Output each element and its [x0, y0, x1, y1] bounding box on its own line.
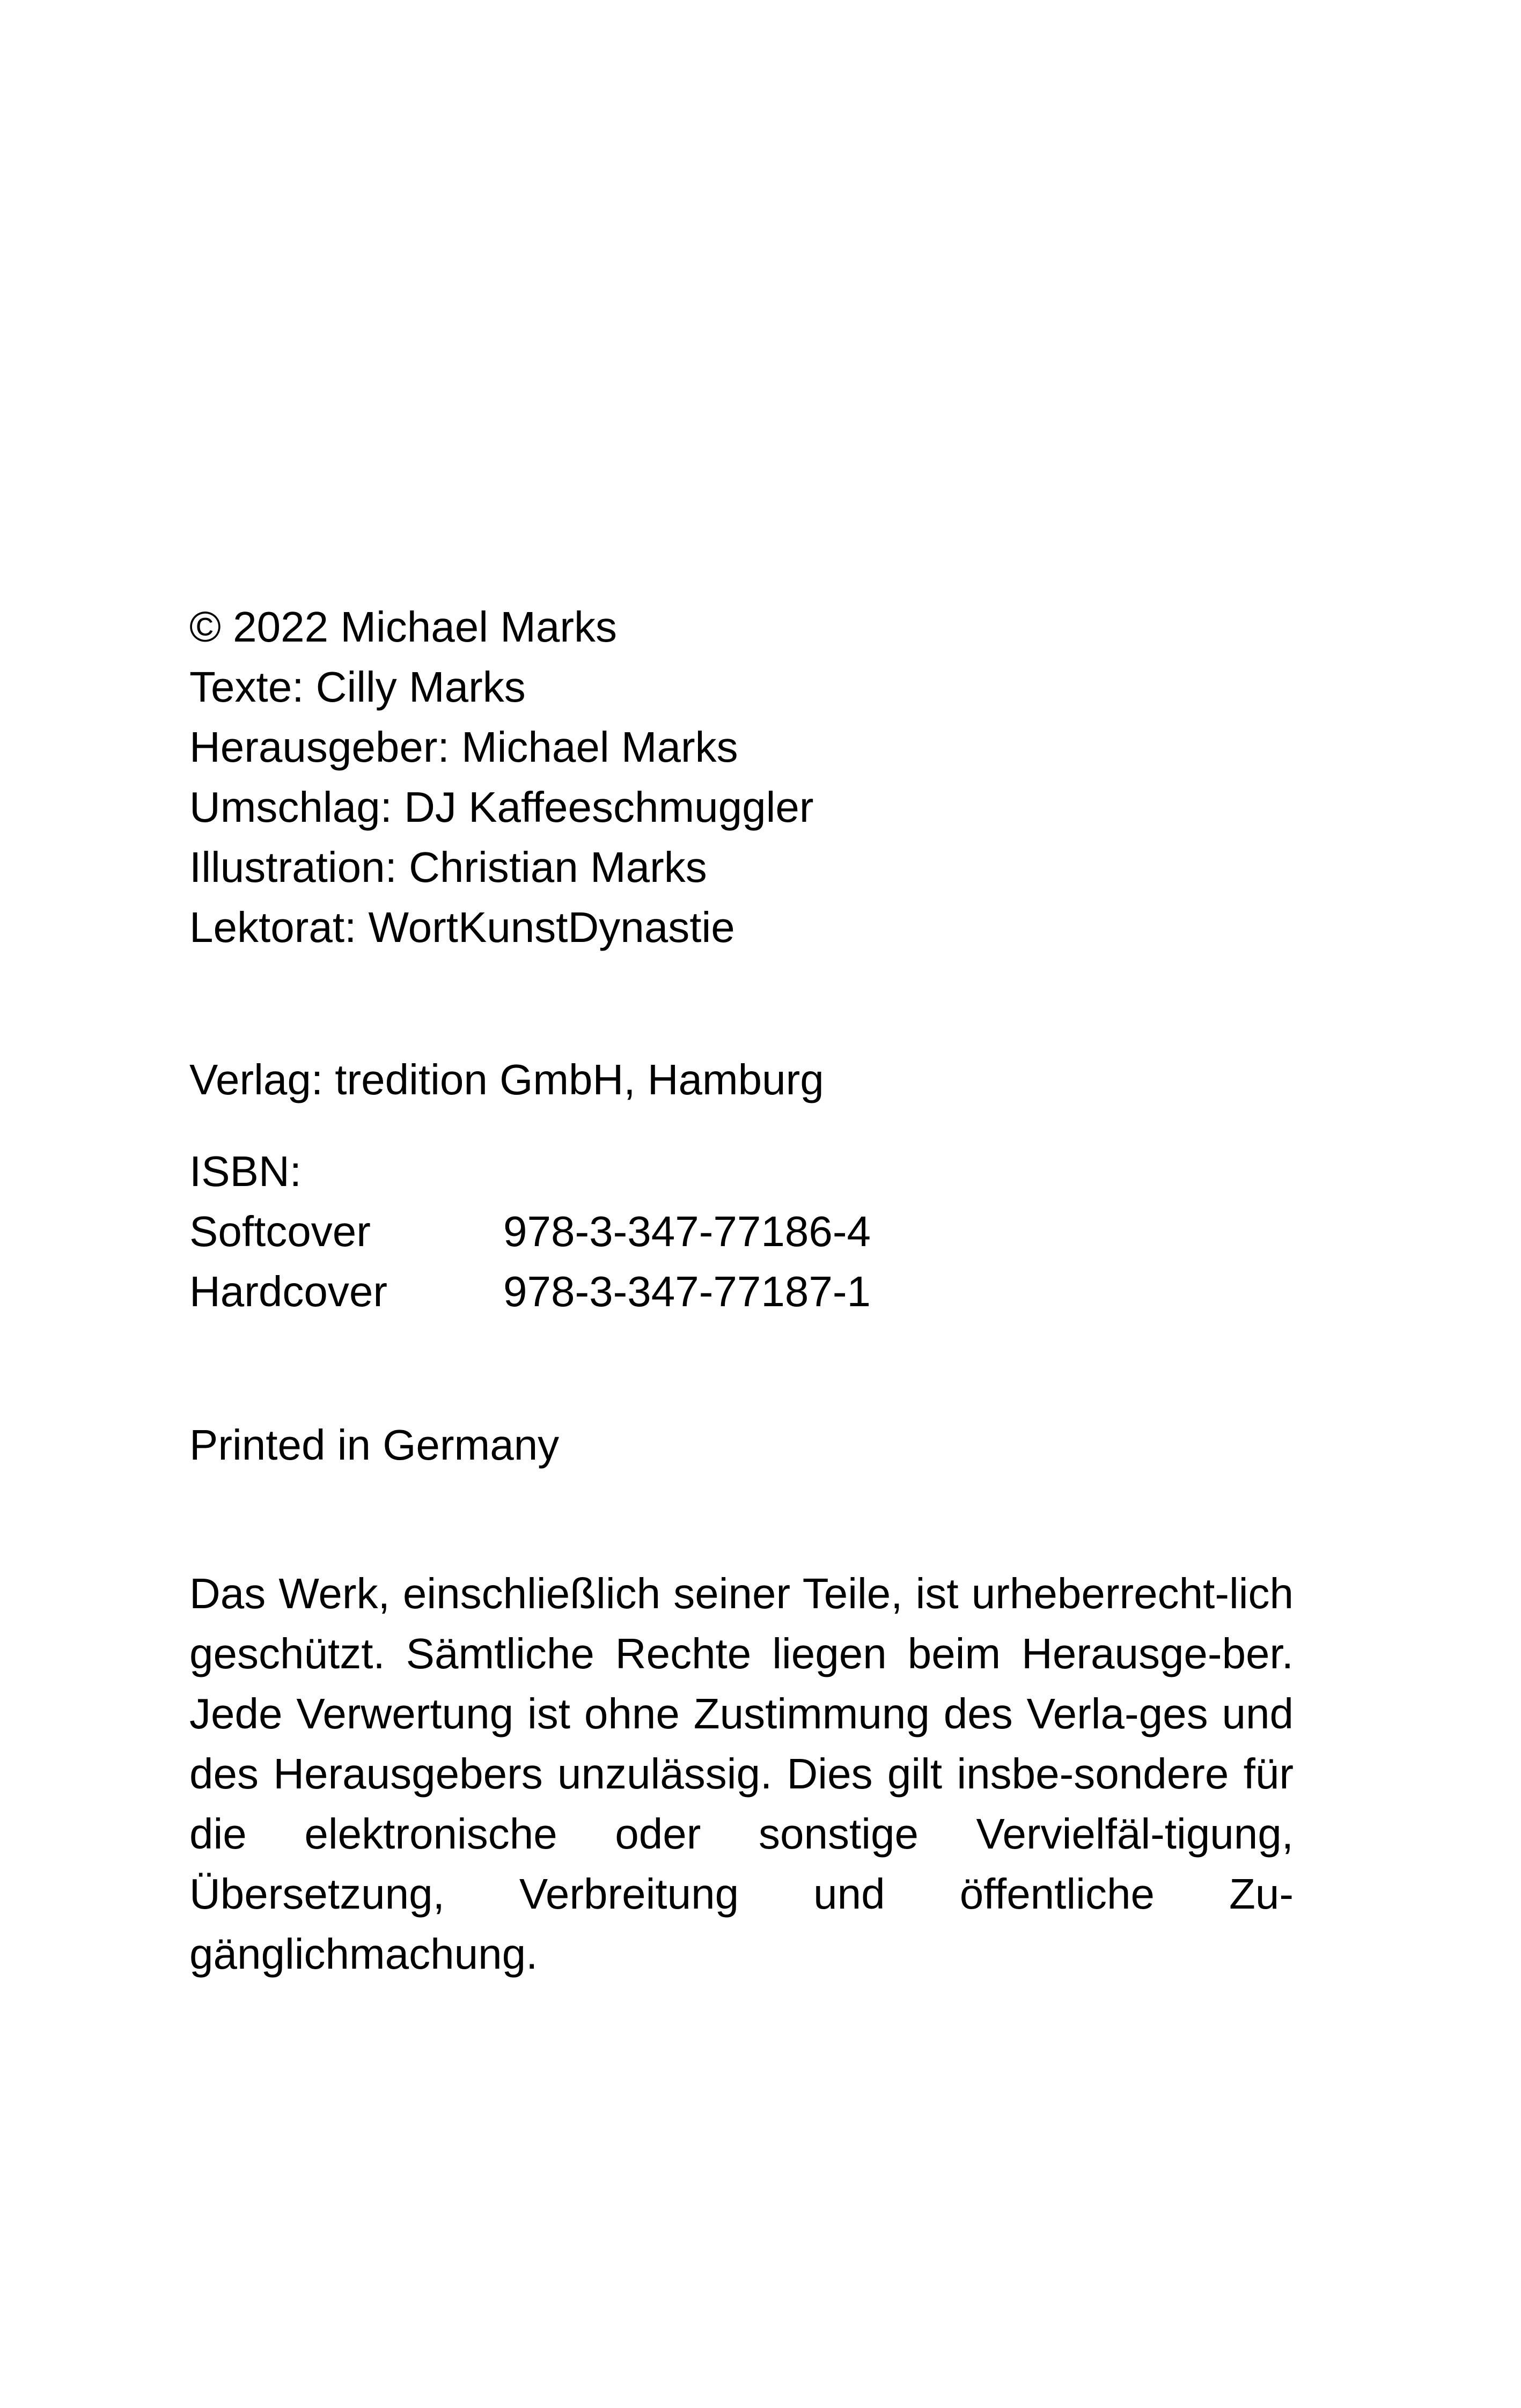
publisher-line: Verlag: tredition GmbH, Hamburg: [189, 1056, 824, 1103]
isbn-row: [189, 1262, 871, 1322]
proofreading-credit: Lektorat: WortKunstDynastie: [189, 903, 735, 951]
texts-credit: Texte: Cilly Marks: [189, 663, 526, 711]
printed-in-line: Printed in Germany: [189, 1421, 560, 1469]
illustration-credit: Illustration: Christian Marks: [189, 843, 707, 891]
cover-credit: Umschlag: DJ Kaffeeschmuggler: [189, 783, 814, 831]
editor-credit: Herausgeber: Michael Marks: [189, 723, 738, 771]
credits-block: [189, 597, 813, 958]
isbn-block: [189, 1142, 871, 1322]
isbn-type: Hardcover: [189, 1268, 388, 1315]
isbn-label: ISBN:: [189, 1147, 302, 1195]
isbn-type: Softcover: [189, 1207, 371, 1255]
copyright-notice: Das Werk, einschließlich seiner Teile, ist urheberrecht-lich geschützt. Sämtliche Rechte liegen beim Herausge-ber. Jede Verwertung ist ohne Zustimmung des Verla-ges und des Herausgebers unzulässig. Dies gilt insbe-sondere für die elektronische oder sonstige Vervielfäl-tigung, Übersetzung, Verbreitung und öffentliche Zu-gänglichmachung.: [189, 1570, 1294, 1978]
isbn-row: [189, 1202, 871, 1262]
isbn-number: 978-3-347-77186-4: [503, 1207, 871, 1255]
copyright-line: © 2022 Michael Marks: [189, 603, 618, 651]
isbn-number: 978-3-347-77187-1: [503, 1268, 871, 1315]
